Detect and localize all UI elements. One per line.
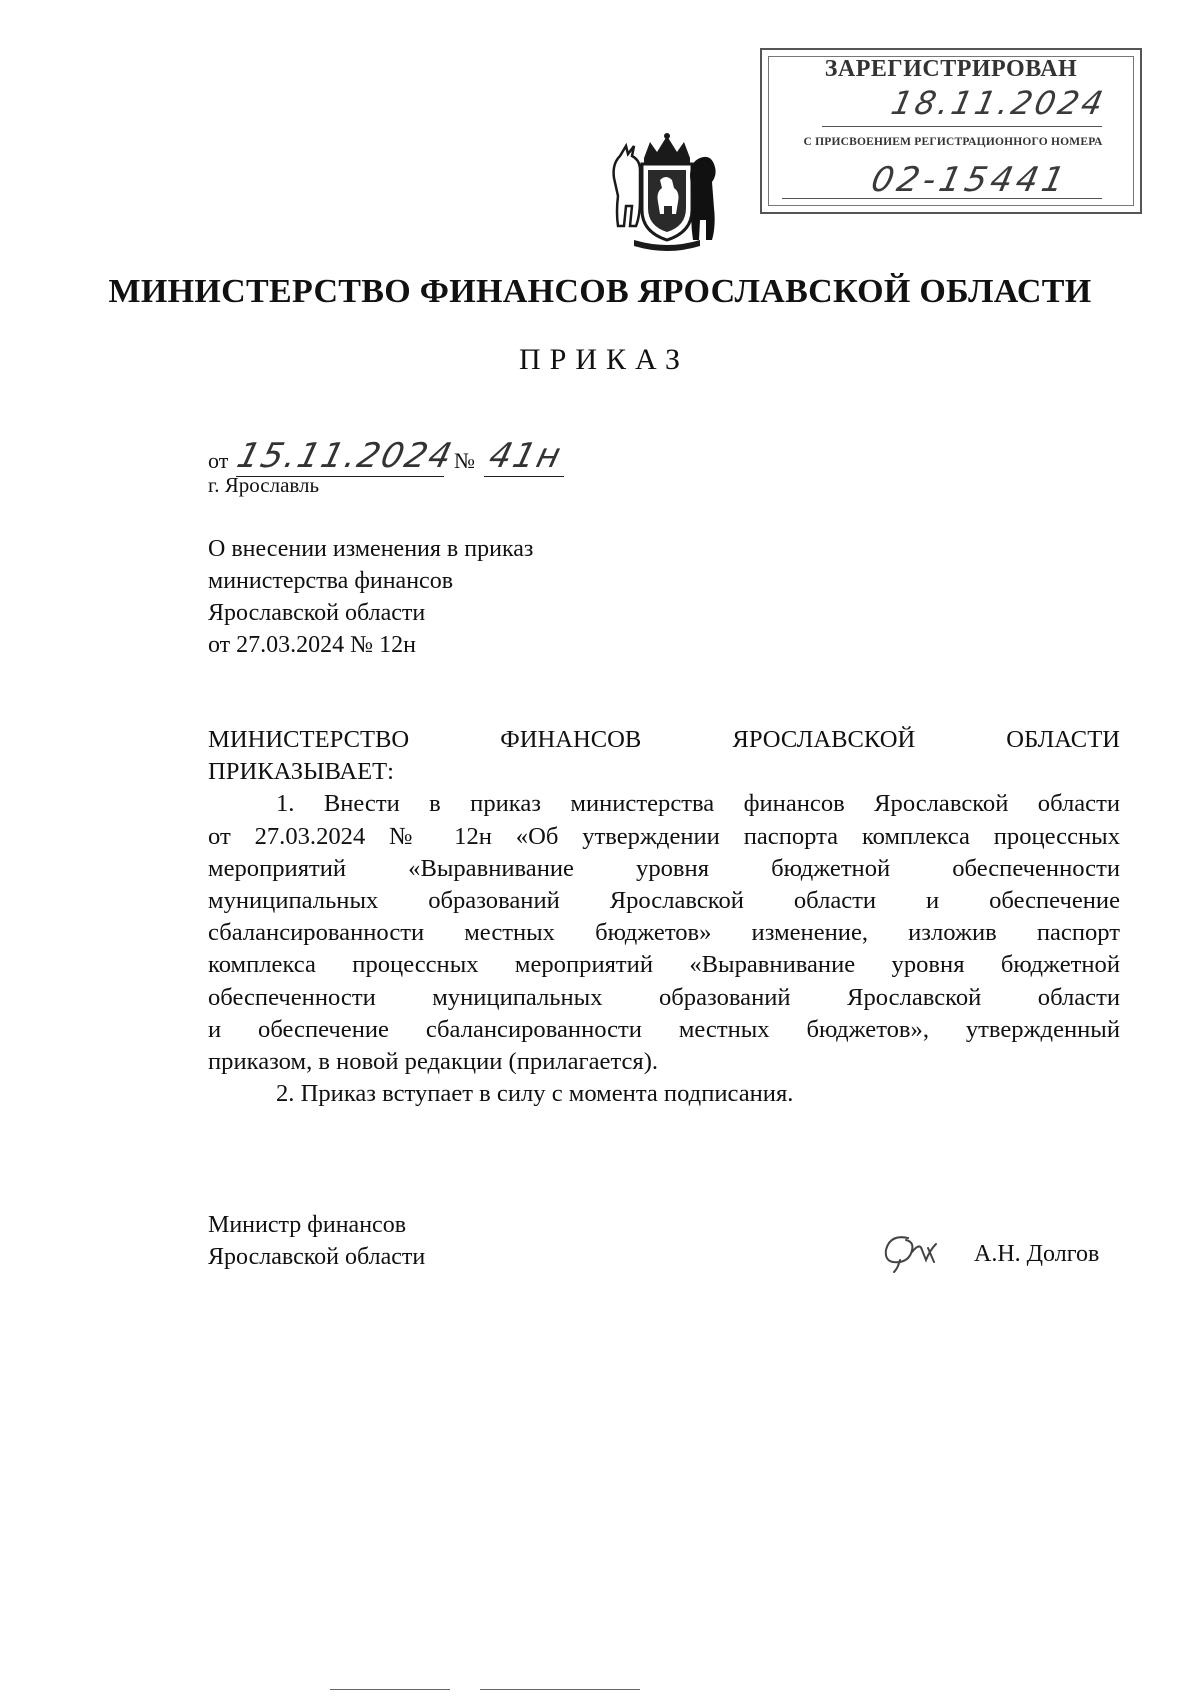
paragraph-1-line: 1. Внести в приказ министерства финансов Ярославской области (276, 790, 1120, 818)
order-body (208, 724, 1120, 1110)
body-intro-line: МИНИСТЕРСТВО ФИНАНСОВ ЯРОСЛАВСКОЙ ОБЛАСТИ (208, 726, 1120, 753)
paragraph-1-line: комплекса процессных мероприятий «Выравнивание уровня бюджетной (208, 951, 1120, 979)
signatory-title-line: Министр финансов (208, 1212, 407, 1238)
signatory-title-line: Ярославской области (208, 1244, 426, 1270)
subject-line: от 27.03.2024 № 12н (208, 632, 416, 658)
order-handwritten-date: 15.11.2024 (233, 436, 458, 476)
paragraph-2: 2. Приказ вступает в силу с момента подписания. (276, 1080, 794, 1108)
stamp-number-line (782, 198, 1102, 199)
stamp-title: ЗАРЕГИСТРИРОВАН (824, 56, 1078, 82)
paragraph-1-line: от 27.03.2024 № 12н «Об утверждении паспорта комплекса процессных (208, 822, 1120, 850)
stamp-date-line (822, 126, 1102, 127)
subject-line: Ярославской области (208, 600, 426, 626)
order-subject (208, 533, 533, 661)
signatory-title (208, 1209, 425, 1273)
stamp-caption: С ПРИСВОЕНИЕМ РЕГИСТРАЦИОННОГО НОМЕРА (803, 136, 1103, 148)
order-handwritten-number: 41н (485, 436, 567, 476)
order-number-label: № (454, 448, 475, 473)
paragraph-1-line: мероприятий «Выравнивание уровня бюджетной обеспеченности (208, 854, 1120, 882)
handwritten-signature-icon (878, 1228, 948, 1276)
order-city: г. Ярославль (208, 473, 320, 497)
paragraph-1-line: муниципальных образований Ярославской области и обеспечение (208, 887, 1120, 915)
paragraph-1-line: и обеспечение сбалансированности местных бюджетов», утвержденный (208, 1015, 1120, 1043)
subject-line: О внесении изменения в приказ (208, 536, 534, 562)
document-type: ПРИКАЗ (519, 343, 689, 376)
paragraph-1-line: обеспеченности муниципальных образований Ярославской области (208, 983, 1120, 1011)
order-number-underline (484, 476, 564, 477)
subject-line: министерства финансов (208, 568, 454, 594)
footer-mark (480, 1689, 640, 1690)
order-from-label: от (208, 448, 229, 473)
registration-stamp (760, 48, 1142, 214)
stamp-handwritten-date: 18.11.2024 (887, 84, 1110, 122)
signatory-name: А.Н. Долгов (974, 1241, 1100, 1267)
paragraph-1-line: приказом, в новой редакции (прилагается). (208, 1048, 659, 1076)
stamp-handwritten-number: 02-15441 (867, 160, 1072, 200)
body-intro-line: ПРИКАЗЫВАЕТ: (208, 758, 395, 786)
ministry-title: МИНИСТЕРСТВО ФИНАНСОВ ЯРОСЛАВСКОЙ ОБЛАСТИ (108, 273, 1092, 310)
coat-of-arms-icon (604, 128, 730, 254)
footer-mark (330, 1689, 450, 1690)
paragraph-1-line: сбалансированности местных бюджетов» изменение, изложив паспорт (208, 919, 1120, 947)
